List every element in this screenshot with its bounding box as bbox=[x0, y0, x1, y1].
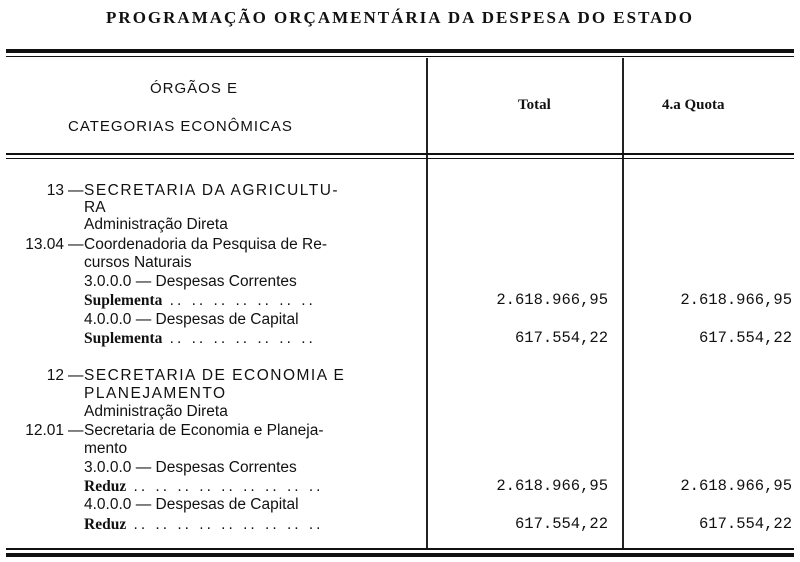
dash: — bbox=[68, 236, 84, 253]
amount-total: 617.554,22 bbox=[514, 515, 608, 533]
action-line bbox=[84, 292, 420, 309]
document-title: PROGRAMAÇÃO ORÇAMENTÁRIA DA DESPESA DO ESTADO bbox=[106, 8, 694, 27]
action-text: Suplementa bbox=[84, 292, 163, 309]
leader-dots: .. .. .. .. .. .. .. bbox=[162, 292, 316, 309]
amount-total: 617.554,22 bbox=[514, 329, 608, 347]
leader-dots: .. .. .. .. .. .. .. bbox=[162, 330, 316, 347]
header-organs: ÓRGÃOS E bbox=[150, 80, 239, 97]
unit-title-line2: cursos Naturais bbox=[84, 254, 192, 271]
amount-quota: 617.554,22 bbox=[698, 515, 792, 533]
section-code: 13 bbox=[46, 182, 64, 199]
category-line bbox=[84, 273, 297, 290]
section-heading bbox=[0, 367, 420, 384]
category-text: 3.0.0.0 — Despesas Correntes bbox=[84, 273, 297, 290]
amount-quota: 2.618.966,95 bbox=[680, 477, 792, 495]
dash: — bbox=[68, 182, 84, 199]
category-line bbox=[84, 459, 297, 476]
action-text: Suplementa bbox=[84, 330, 163, 347]
leader-dots: .. .. .. .. .. .. .. .. .. bbox=[126, 516, 324, 533]
dash: — bbox=[68, 422, 84, 439]
action-line bbox=[84, 330, 420, 347]
admin-label bbox=[84, 216, 228, 233]
bottom-rule bbox=[6, 548, 794, 550]
column-divider bbox=[426, 58, 428, 548]
section-title-line2: RA bbox=[84, 199, 106, 216]
amount-total: 2.618.966,95 bbox=[496, 477, 608, 495]
unit-code: 13.04 bbox=[25, 236, 64, 253]
unit-title-cont bbox=[84, 254, 192, 271]
header-rule bbox=[6, 153, 794, 155]
unit-code: 12.01 bbox=[25, 422, 64, 439]
header-quota: 4.a Quota bbox=[662, 97, 725, 113]
section-heading bbox=[0, 182, 420, 199]
top-rule bbox=[6, 49, 794, 53]
header-categories: CATEGORIAS ECONÔMICAS bbox=[68, 118, 293, 135]
admin-text: Administração Direta bbox=[84, 403, 228, 420]
action-text: Reduz bbox=[84, 478, 127, 495]
amount-quota: 2.618.966,95 bbox=[680, 291, 792, 309]
category-text: 3.0.0.0 — Despesas Correntes bbox=[84, 459, 297, 476]
section-code: 12 bbox=[46, 367, 64, 384]
unit-title-line2: mento bbox=[84, 440, 128, 457]
category-line bbox=[84, 311, 299, 328]
amount-quota: 617.554,22 bbox=[698, 329, 792, 347]
admin-text: Administração Direta bbox=[84, 216, 228, 233]
section-title: SECRETARIA DA AGRICULTU- bbox=[84, 182, 340, 199]
dash: — bbox=[68, 367, 84, 384]
unit-heading bbox=[0, 422, 420, 439]
action-line bbox=[84, 516, 420, 533]
header-total: Total bbox=[518, 97, 551, 113]
admin-label bbox=[84, 403, 228, 420]
action-text: Reduz bbox=[84, 516, 127, 533]
unit-title: Secretaria de Economia e Planeja- bbox=[84, 422, 324, 439]
section-title-cont bbox=[84, 385, 227, 402]
unit-title: Coordenadoria da Pesquisa de Re- bbox=[84, 236, 327, 253]
bottom-rule-thick bbox=[6, 553, 794, 557]
top-rule-thin bbox=[6, 56, 794, 57]
unit-heading bbox=[0, 236, 420, 253]
category-line bbox=[84, 496, 299, 513]
category-text: 4.0.0.0 — Despesas de Capital bbox=[84, 311, 299, 328]
section-title-cont bbox=[84, 199, 106, 216]
action-line bbox=[84, 478, 420, 495]
category-text: 4.0.0.0 — Despesas de Capital bbox=[84, 496, 299, 513]
section-title: SECRETARIA DE ECONOMIA E bbox=[84, 367, 346, 384]
column-divider bbox=[622, 58, 624, 548]
section-title-line2: PLANEJAMENTO bbox=[84, 385, 227, 402]
unit-title-cont bbox=[84, 440, 127, 457]
amount-total: 2.618.966,95 bbox=[496, 291, 608, 309]
header-rule-thin bbox=[6, 158, 794, 159]
leader-dots: .. .. .. .. .. .. .. .. .. bbox=[126, 478, 324, 495]
